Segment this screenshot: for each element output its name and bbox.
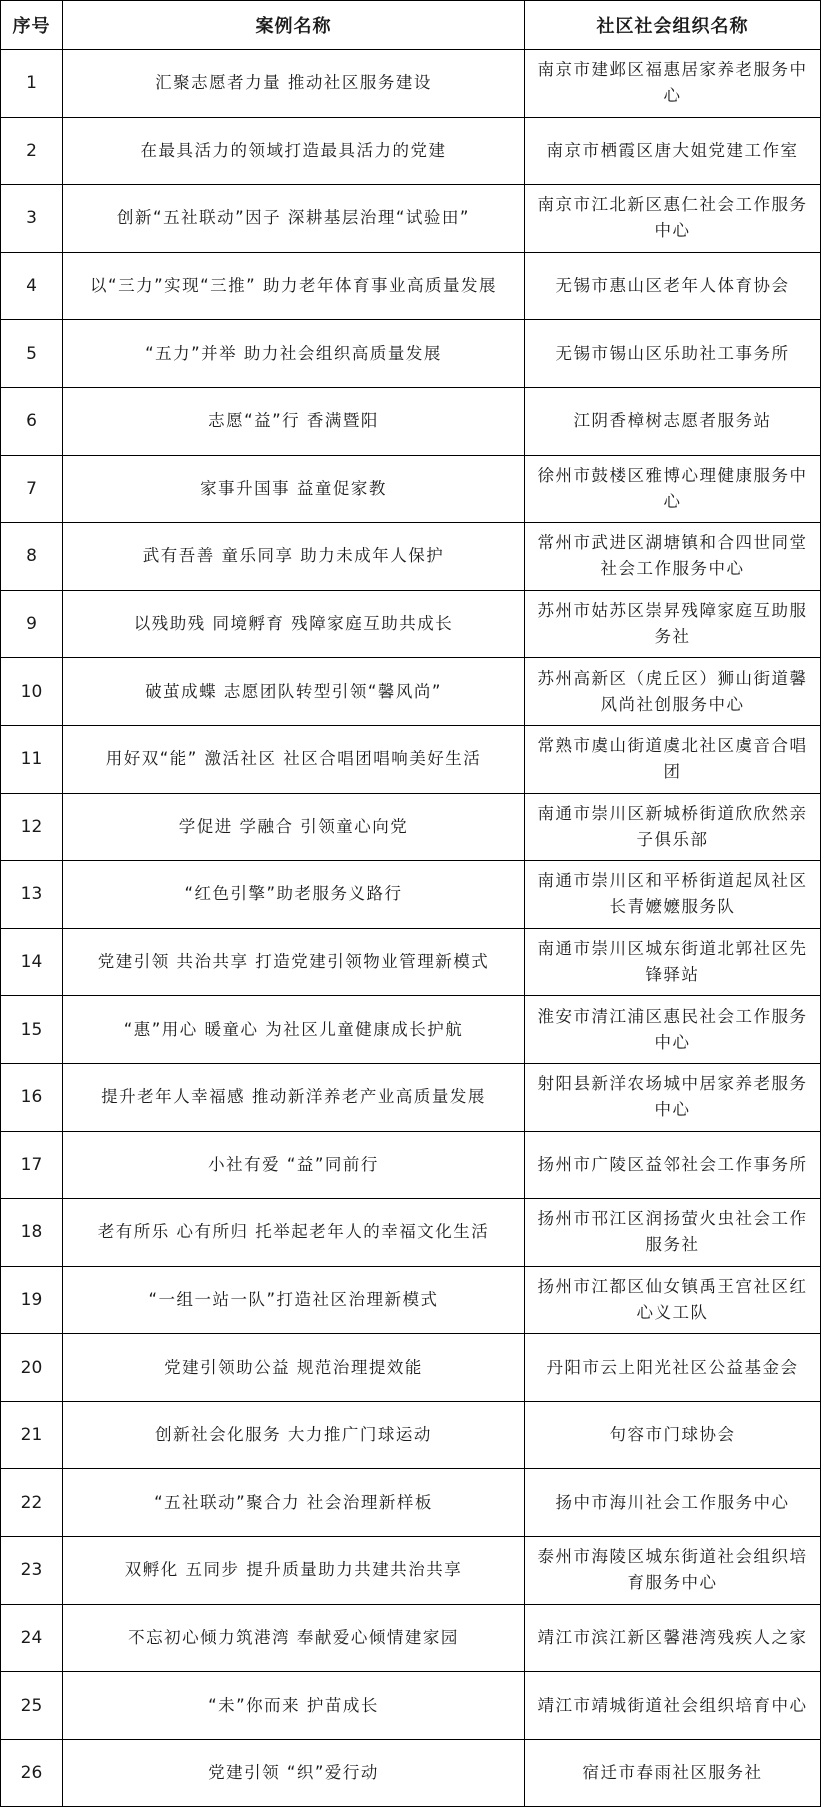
- cell-index: 11: [1, 725, 63, 793]
- cell-index: 6: [1, 387, 63, 455]
- table-row: [1, 117, 821, 185]
- cell-index: 12: [1, 793, 63, 861]
- cell-case-name: 武有吾善 童乐同享 助力未成年人保护: [63, 523, 525, 591]
- cell-case-name: 创新社会化服务 大力推广门球运动: [63, 1401, 525, 1469]
- table-row: [1, 1063, 821, 1131]
- cell-case-name: 老有所乐 心有所归 托举起老年人的幸福文化生活: [63, 1199, 525, 1267]
- cell-case-name: “未”你而来 护苗成长: [63, 1672, 525, 1740]
- table-body: [1, 50, 821, 1807]
- cell-org-name: 扬中市海川社会工作服务中心: [525, 1469, 821, 1537]
- cell-case-name: 用好双“能” 激活社区 社区合唱团唱响美好生活: [63, 725, 525, 793]
- cell-org-name: 南通市崇川区新城桥街道欣欣然亲子俱乐部: [525, 793, 821, 861]
- table-row: [1, 1469, 821, 1537]
- header-index: 序号: [1, 1, 63, 50]
- cell-index: 8: [1, 523, 63, 591]
- cell-org-name: 淮安市清江浦区惠民社会工作服务中心: [525, 996, 821, 1064]
- cell-case-name: 志愿“益”行 香满暨阳: [63, 387, 525, 455]
- cell-org-name: 徐州市鼓楼区雅博心理健康服务中心: [525, 455, 821, 523]
- cell-index: 21: [1, 1401, 63, 1469]
- table-row: [1, 387, 821, 455]
- cell-case-name: 以“三力”实现“三推” 助力老年体育事业高质量发展: [63, 252, 525, 320]
- cell-case-name: 党建引领 “织”爱行动: [63, 1739, 525, 1807]
- cell-index: 4: [1, 252, 63, 320]
- cell-org-name: 扬州市江都区仙女镇禹王宫社区红心义工队: [525, 1266, 821, 1334]
- cell-org-name: 南京市栖霞区唐大姐党建工作室: [525, 117, 821, 185]
- table-row: [1, 1537, 821, 1605]
- cell-case-name: 汇聚志愿者力量 推动社区服务建设: [63, 50, 525, 118]
- cell-org-name: 南京市建邺区福惠居家养老服务中心: [525, 50, 821, 118]
- cell-org-name: 丹阳市云上阳光社区公益基金会: [525, 1334, 821, 1402]
- cell-case-name: 家事升国事 益童促家教: [63, 455, 525, 523]
- table-row: [1, 455, 821, 523]
- cell-case-name: 双孵化 五同步 提升质量助力共建共治共享: [63, 1537, 525, 1605]
- cell-org-name: 常熟市虞山街道虞北社区虞音合唱团: [525, 725, 821, 793]
- cell-index: 17: [1, 1131, 63, 1199]
- table-row: [1, 252, 821, 320]
- cell-index: 2: [1, 117, 63, 185]
- cell-case-name: 小社有爱 “益”同前行: [63, 1131, 525, 1199]
- cell-org-name: 宿迁市春雨社区服务社: [525, 1739, 821, 1807]
- table-row: [1, 590, 821, 658]
- cell-index: 18: [1, 1199, 63, 1267]
- cell-index: 26: [1, 1739, 63, 1807]
- cell-case-name: 创新“五社联动”因子 深耕基层治理“试验田”: [63, 185, 525, 253]
- cell-org-name: 靖江市靖城街道社会组织培育中心: [525, 1672, 821, 1740]
- cell-org-name: 射阳县新洋农场城中居家养老服务中心: [525, 1063, 821, 1131]
- cell-index: 16: [1, 1063, 63, 1131]
- cell-case-name: “红色引擎”助老服务义路行: [63, 861, 525, 929]
- cell-case-name: “惠”用心 暖童心 为社区儿童健康成长护航: [63, 996, 525, 1064]
- cell-index: 15: [1, 996, 63, 1064]
- cell-org-name: 苏州市姑苏区崇昇残障家庭互助服务社: [525, 590, 821, 658]
- table-row: [1, 1131, 821, 1199]
- cell-org-name: 靖江市滨江新区馨港湾残疾人之家: [525, 1604, 821, 1672]
- cell-index: 7: [1, 455, 63, 523]
- table-header: [1, 1, 821, 50]
- table-row: [1, 658, 821, 726]
- table-row: [1, 1401, 821, 1469]
- cell-org-name: 扬州市广陵区益邻社会工作事务所: [525, 1131, 821, 1199]
- cell-index: 25: [1, 1672, 63, 1740]
- header-row: [1, 1, 821, 50]
- cell-org-name: 句容市门球协会: [525, 1401, 821, 1469]
- cell-index: 5: [1, 320, 63, 388]
- cell-case-name: 党建引领 共治共享 打造党建引领物业管理新模式: [63, 928, 525, 996]
- header-org-name: 社区社会组织名称: [525, 1, 821, 50]
- table-row: [1, 1672, 821, 1740]
- cell-org-name: 无锡市锡山区乐助社工事务所: [525, 320, 821, 388]
- cell-org-name: 常州市武进区湖塘镇和合四世同堂社会工作服务中心: [525, 523, 821, 591]
- table-row: [1, 861, 821, 929]
- table-row: [1, 50, 821, 118]
- cell-index: 3: [1, 185, 63, 253]
- header-case-name: 案例名称: [63, 1, 525, 50]
- cell-org-name: 南通市崇川区城东街道北郭社区先锋驿站: [525, 928, 821, 996]
- cell-org-name: 无锡市惠山区老年人体育协会: [525, 252, 821, 320]
- table-row: [1, 1334, 821, 1402]
- cell-index: 1: [1, 50, 63, 118]
- cell-case-name: “五社联动”聚合力 社会治理新样板: [63, 1469, 525, 1537]
- table-row: [1, 793, 821, 861]
- cell-org-name: 泰州市海陵区城东街道社会组织培育服务中心: [525, 1537, 821, 1605]
- cell-index: 14: [1, 928, 63, 996]
- cell-case-name: 提升老年人幸福感 推动新洋养老产业高质量发展: [63, 1063, 525, 1131]
- table-row: [1, 1266, 821, 1334]
- table-row: [1, 523, 821, 591]
- cell-index: 22: [1, 1469, 63, 1537]
- table-row: [1, 996, 821, 1064]
- table-row: [1, 1199, 821, 1267]
- table-row: [1, 725, 821, 793]
- cell-case-name: 党建引领助公益 规范治理提效能: [63, 1334, 525, 1402]
- cell-case-name: “五力”并举 助力社会组织高质量发展: [63, 320, 525, 388]
- cell-case-name: 破茧成蝶 志愿团队转型引领“馨风尚”: [63, 658, 525, 726]
- cell-index: 23: [1, 1537, 63, 1605]
- table-row: [1, 928, 821, 996]
- cell-case-name: “一组一站一队”打造社区治理新模式: [63, 1266, 525, 1334]
- cell-index: 19: [1, 1266, 63, 1334]
- cell-org-name: 苏州高新区（虎丘区）狮山街道馨风尚社创服务中心: [525, 658, 821, 726]
- cell-index: 10: [1, 658, 63, 726]
- cell-org-name: 南京市江北新区惠仁社会工作服务中心: [525, 185, 821, 253]
- table-row: [1, 1604, 821, 1672]
- cell-index: 9: [1, 590, 63, 658]
- cell-org-name: 江阴香樟树志愿者服务站: [525, 387, 821, 455]
- table-row: [1, 1739, 821, 1807]
- cell-index: 20: [1, 1334, 63, 1402]
- cell-case-name: 不忘初心倾力筑港湾 奉献爱心倾情建家园: [63, 1604, 525, 1672]
- table-row: [1, 320, 821, 388]
- cell-case-name: 学促进 学融合 引领童心向党: [63, 793, 525, 861]
- cell-org-name: 南通市崇川区和平桥街道起凤社区长青嬷嬷服务队: [525, 861, 821, 929]
- table-row: [1, 185, 821, 253]
- cell-index: 24: [1, 1604, 63, 1672]
- cell-case-name: 在最具活力的领域打造最具活力的党建: [63, 117, 525, 185]
- cell-index: 13: [1, 861, 63, 929]
- cell-org-name: 扬州市邗江区润扬萤火虫社会工作服务社: [525, 1199, 821, 1267]
- cell-case-name: 以残助残 同境孵育 残障家庭互助共成长: [63, 590, 525, 658]
